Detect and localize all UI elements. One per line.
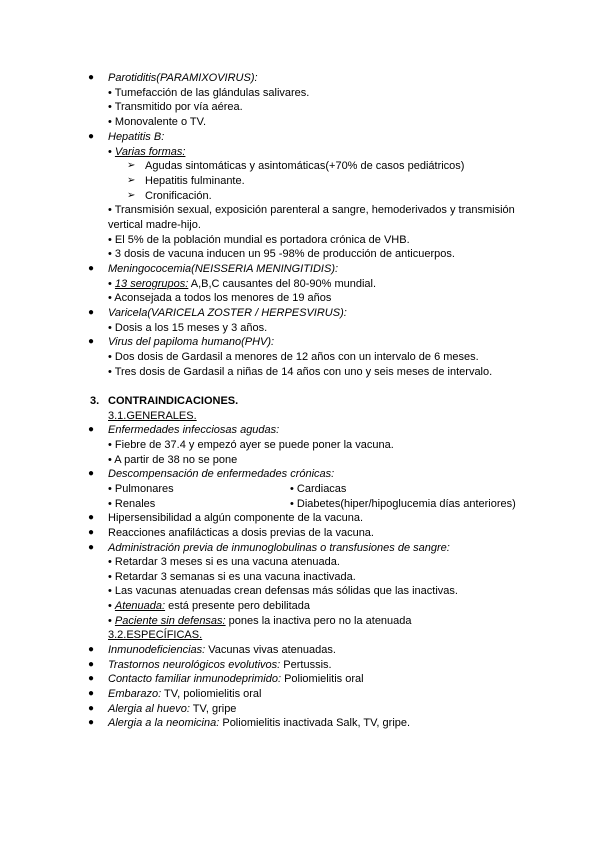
list-item: • Dos dosis de Gardasil a menores de 12 años con un intervalo de 6 meses. [108, 351, 479, 363]
list-item: • Las vacunas atenuadas crean defensas más sólidas que las inactivas. [108, 585, 458, 597]
list-item: Cronificación. [145, 190, 212, 202]
bullet-dot: ● [88, 527, 95, 538]
list-item: Hipersensibilidad a algún componente de la vacuna. [108, 512, 364, 524]
list-item: • Paciente sin defensas: pones la inactiva pero no la atenuada [108, 615, 412, 627]
subsection-generales-title: 3.1.GENERALES. [108, 410, 197, 422]
list-item: • Aconsejada a todos los menores de 19 años [108, 292, 332, 304]
list-item: • Transmitido por vía aérea. [108, 101, 243, 113]
bullet-dot: ● [88, 336, 95, 347]
bullet-dot: ● [88, 512, 95, 523]
list-item: • Transmisión sexual, exposición parenteral a sangre, hemoderivados y transmisión [108, 204, 515, 216]
list-item: Agudas sintomáticas y asintomáticas(+70% de casos pediátricos) [145, 160, 465, 172]
list-item: Alergia a la neomicina: Poliomielitis inactivada Salk, TV, gripe. [108, 717, 411, 729]
section-vph-title: Virus del papiloma humano(PHV): [108, 336, 275, 348]
section-varicela-title: Varicela(VARICELA ZOSTER / HERPESVIRUS): [108, 307, 347, 319]
list-item: Hepatitis fulminante. [145, 175, 245, 187]
section-meningococemia-title: Meningococemia(NEISSERIA MENINGITIDIS): [108, 263, 339, 275]
bullet-dot: ● [88, 263, 95, 274]
list-item: • 3 dosis de vacuna inducen un 95 -98% de producción de anticuerpos. [108, 248, 455, 260]
list-item: Trastornos neurológicos evolutivos: Pertussis. [108, 659, 332, 671]
bullet-dot: ● [88, 703, 95, 714]
list-item: • 13 serogrupos: A,B,C causantes del 80-90% mundial. [108, 278, 377, 290]
list-item: • Dosis a los 15 meses y 3 años. [108, 322, 268, 334]
list-item: • Atenuada: está presente pero debilitada [108, 600, 311, 612]
section-hepatitis-title: Hepatitis B: [108, 131, 165, 143]
bullet-dot: ● [88, 72, 95, 83]
bullet-dot: ● [88, 307, 95, 318]
list-item: • Cardiacas [290, 483, 347, 495]
bullet-dot: ● [88, 542, 95, 553]
section-number: 3. [90, 395, 100, 407]
subsection-especificas-title: 3.2.ESPECÍFICAS. [108, 629, 203, 641]
descompensacion-title: Descompensación de enfermedades crónicas: [108, 468, 335, 480]
bullet-dot: ● [88, 424, 95, 435]
list-item: • Renales [108, 498, 156, 510]
bullet-dot: ● [88, 468, 95, 479]
arrow-bullet-icon: ➢ [127, 175, 136, 186]
list-item: • El 5% de la población mundial es portadora crónica de VHB. [108, 234, 410, 246]
enfermedades-title: Enfermedades infecciosas agudas: [108, 424, 280, 436]
list-item: • Varias formas: [108, 146, 186, 158]
arrow-bullet-icon: ➢ [127, 190, 136, 201]
bullet-dot: ● [88, 717, 95, 728]
bullet-dot: ● [88, 659, 95, 670]
administracion-title: Administración previa de inmunoglobulinas o transfusiones de sangre: [108, 542, 450, 554]
list-item: • Monovalente o TV. [108, 116, 207, 128]
section-parotiditis-title: Parotiditis(PARAMIXOVIRUS): [108, 72, 258, 84]
list-item: Inmunodeficiencias: Vacunas vivas atenuadas. [108, 644, 336, 656]
list-item: vertical madre-hijo. [108, 219, 201, 231]
list-item: • A partir de 38 no se pone [108, 454, 238, 466]
list-item: • Retardar 3 meses si es una vacuna atenuada. [108, 556, 340, 568]
list-item: Embarazo: TV, poliomielitis oral [108, 688, 262, 700]
bullet-dot: ● [88, 673, 95, 684]
list-item: • Tres dosis de Gardasil a niñas de 14 años con uno y seis meses de intervalo. [108, 366, 493, 378]
list-item: Reacciones anafilácticas a dosis previas de la vacuna. [108, 527, 374, 539]
list-item: • Fiebre de 37.4 y empezó ayer se puede poner la vacuna. [108, 439, 394, 451]
list-item: Contacto familiar inmunodeprimido: Poliomielitis oral [108, 673, 364, 685]
section-contraindicaciones-title: CONTRAINDICACIONES. [108, 395, 239, 407]
list-item: • Diabetes(hiper/hipoglucemia días anteriores) [290, 498, 516, 510]
bullet-dot: ● [88, 688, 95, 699]
arrow-bullet-icon: ➢ [127, 160, 136, 171]
list-item: Alergia al huevo: TV, gripe [108, 703, 237, 715]
list-item: • Tumefacción de las glándulas salivares. [108, 87, 310, 99]
list-item: • Retardar 3 semanas si es una vacuna inactivada. [108, 571, 356, 583]
list-item: • Pulmonares [108, 483, 174, 495]
bullet-dot: ● [88, 644, 95, 655]
bullet-dot: ● [88, 131, 95, 142]
